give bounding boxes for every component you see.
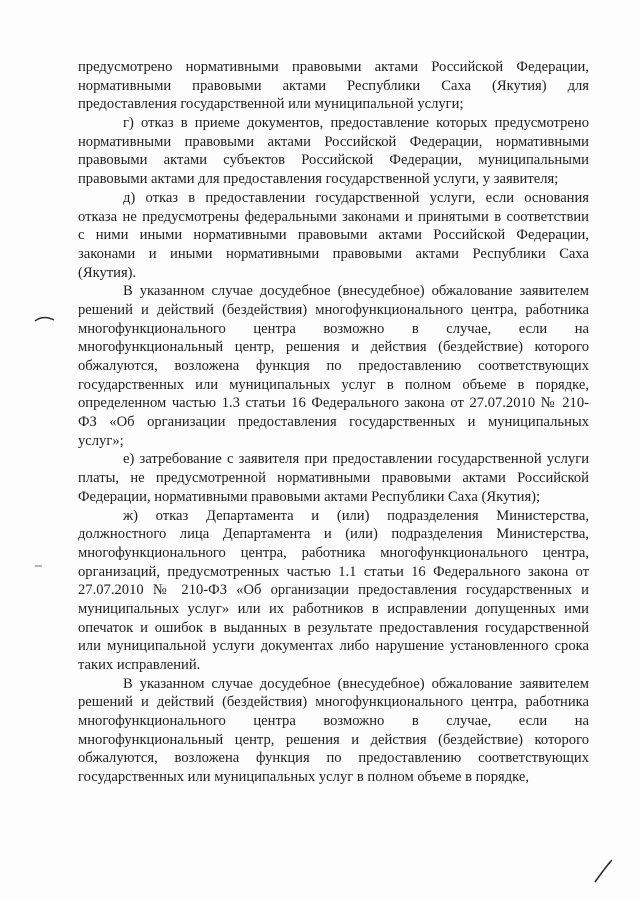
text-line: обжалуются, возложена функция по предоставлению соответствующих xyxy=(78,750,589,767)
text-line: государственных или муниципальных услуг в полном объеме в порядке, xyxy=(78,376,589,393)
text-line: должностного лица Департамента и (или) подразделения Министерства, xyxy=(78,526,589,543)
text-line: г) отказ в приеме документов, предоставление которых предусмотрено xyxy=(123,115,589,132)
text-line: многофункциональный центр, решения и действия (бездействие) которого xyxy=(78,731,589,748)
text-line: ж) отказ Департамента и (или) подразделения Министерства, xyxy=(123,507,589,524)
paragraph-p5 xyxy=(78,450,589,506)
text-line: опечаток и ошибок в выданных в результате предоставления государственной xyxy=(78,619,589,636)
text-line: определенном частью 1.3 статьи 16 Федерального закона от 27.07.2010 № 210- xyxy=(78,395,589,412)
text-line: государственных или муниципальных услуг в полном объеме в порядке, xyxy=(78,769,530,786)
text-line: обжалуются, возложена функция по предоставлению соответствующих xyxy=(78,358,589,374)
text-line: организаций, предусмотренных частью 1.1 статьи 16 Федерального закона от xyxy=(78,563,589,580)
text-line: ФЗ «Об организации предоставления государственных и муниципальных xyxy=(78,414,589,431)
paragraph-p1 xyxy=(78,58,589,114)
margin-dash-mark xyxy=(34,564,44,568)
text-line: В указанном случае досудебное (внесудебное) обжалование заявителем xyxy=(123,675,589,692)
text-line: законами и иными нормативными правовыми актами Республики Саха xyxy=(78,245,589,262)
text-line: многофункционального центра, работника многофункционального центра, xyxy=(78,544,589,561)
text-line: платы, не предусмотренной нормативными правовыми актами Российской xyxy=(78,470,589,487)
text-line: многофункционального центра возможно в случае, если на xyxy=(78,320,589,337)
text-line: правовыми актами для предоставления государственной услуги, у заявителя; xyxy=(78,171,559,188)
text-line: таких исправлений. xyxy=(78,657,201,673)
text-line: нормативными правовыми актами Российской Федерации, нормативными xyxy=(78,133,589,150)
paragraph-p7 xyxy=(78,675,589,787)
text-line: многофункционального центра возможно в случае, если на xyxy=(78,713,589,730)
paragraph-p2 xyxy=(78,114,589,189)
text-line: отказа не предусмотрены федеральными законами и принятыми в соответствии xyxy=(78,208,589,225)
text-line: муниципальных услуг» или их работников в исправлении допущенных ими xyxy=(78,600,589,617)
text-line: д) отказ в предоставлении государственной услуги, если основания xyxy=(123,189,589,206)
text-line: услуг»; xyxy=(78,432,124,449)
paragraph-p3 xyxy=(78,189,589,282)
text-line: многофункциональный центр, решения и действия (бездействие) которого xyxy=(78,339,589,356)
margin-pen-mark xyxy=(34,314,56,324)
text-line: решений и действий (бездействия) многофункционального центра, работника xyxy=(78,694,589,711)
text-line: решений и действий (бездействия) многофункционального центра, работника xyxy=(78,301,589,318)
text-line: или муниципальной услуги документах либо нарушение установленного срока xyxy=(78,638,589,655)
text-line: В указанном случае досудебное (внесудебное) обжалование заявителем xyxy=(123,283,589,300)
text-line: Федерации, нормативными правовыми актами Республики Саха (Якутия); xyxy=(78,488,541,505)
text-line: предусмотрено нормативными правовыми актами Российской Федерации, xyxy=(78,59,589,75)
paragraph-p4 xyxy=(78,282,589,450)
corner-pen-stroke xyxy=(592,858,614,884)
text-line: правовыми актами субъектов Российской Федерации, муниципальными xyxy=(78,152,589,169)
text-line: с ними иными нормативными правовыми актами Российской Федерации, xyxy=(78,227,589,244)
text-line: е) затребование с заявителя при предоставлении государственной услуги xyxy=(123,451,589,468)
text-line: (Якутия). xyxy=(78,264,137,281)
text-line: предоставления государственной или муниципальной услуги; xyxy=(78,96,464,113)
text-line: нормативными правовыми актами Республики Саха (Якутия) для xyxy=(78,77,589,94)
text-line: 27.07.2010 № 210-ФЗ «Об организации предоставления государственных и xyxy=(78,582,589,599)
document-body xyxy=(78,58,589,787)
paragraph-p6 xyxy=(78,507,589,675)
